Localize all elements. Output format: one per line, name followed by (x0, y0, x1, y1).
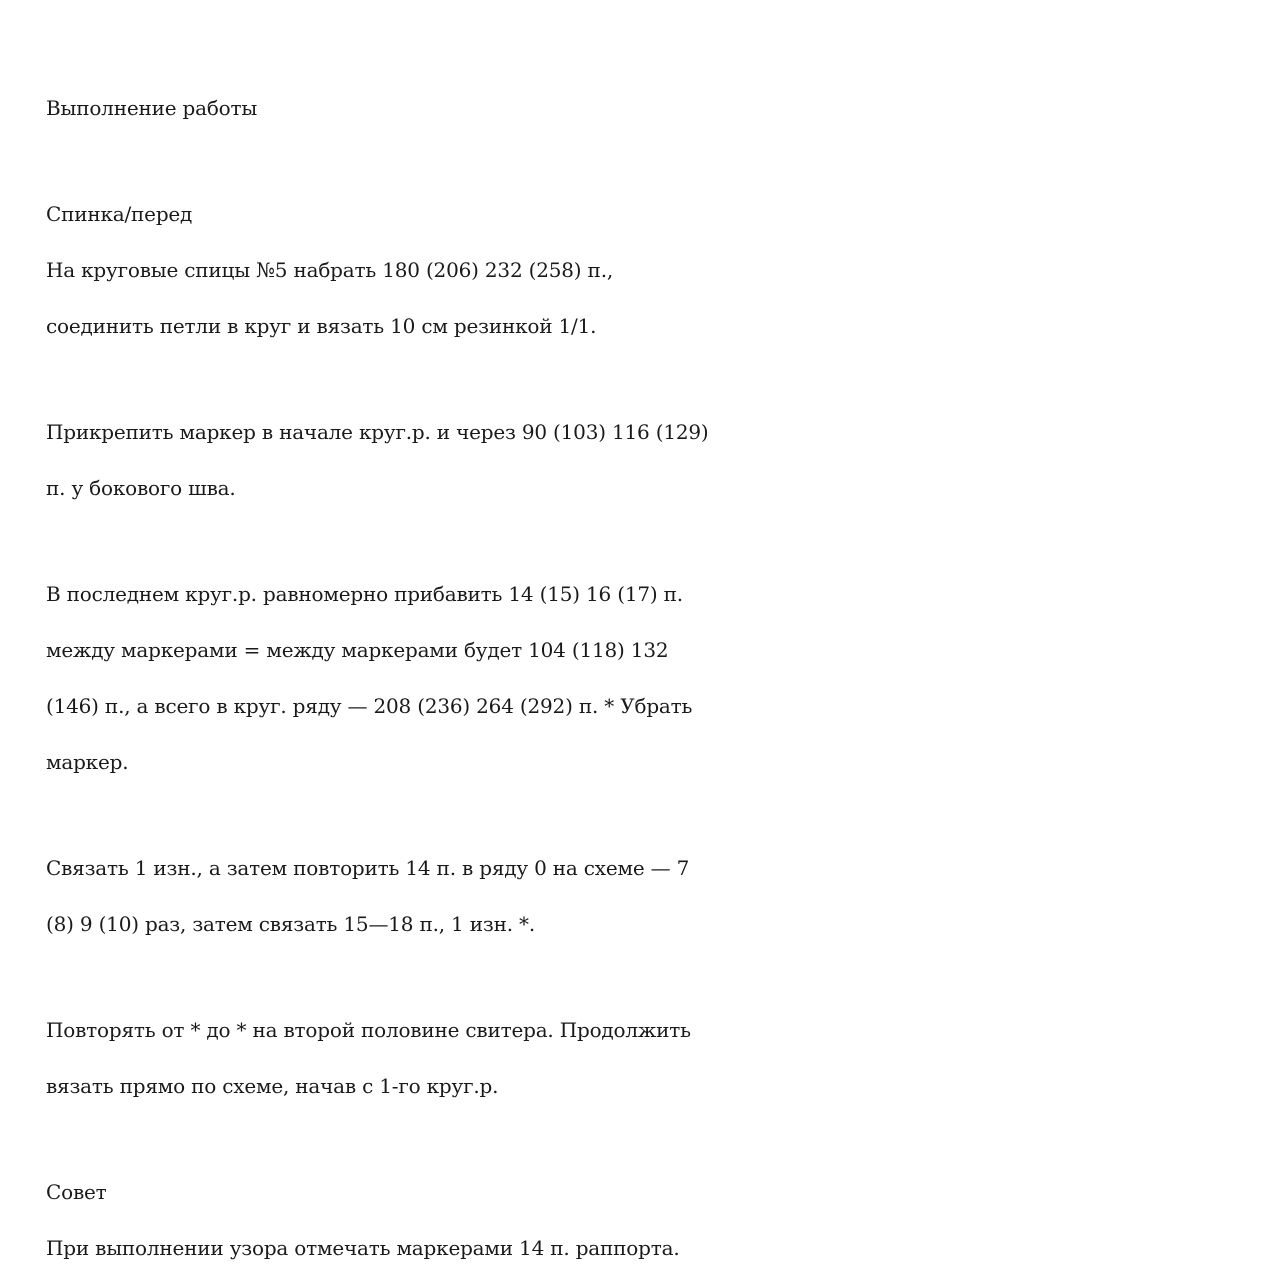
text-line: В последнем круг.р. равномерно прибавить 14 (15) 16 (17) п. (46, 582, 683, 606)
text-line: На круговые спицы №5 набрать 180 (206) 232 (258) п., (46, 258, 614, 282)
paragraph-gap (46, 790, 1256, 840)
paragraph-marker (46, 404, 1256, 516)
paragraph-gap (46, 1114, 1256, 1164)
section-back-front (46, 186, 1256, 354)
text-line: вязать прямо по схеме, начав с 1-го круг.р. (46, 1074, 499, 1098)
text-line: Прикрепить маркер в начале круг.р. и через 90 (103) 116 (129) (46, 420, 709, 444)
text-line: Повторять от * до * на второй половине свитера. Продолжить (46, 1018, 691, 1042)
document-title: Выполнение работы (46, 96, 258, 120)
text-line: п. у бокового шва. (46, 476, 236, 500)
paragraph-knit-pattern (46, 840, 1256, 952)
text-line: соединить петли в круг и вязать 10 см резинкой 1/1. (46, 314, 597, 338)
section-tip (46, 1164, 1256, 1276)
paragraph-gap (46, 136, 1256, 186)
paragraph-increase (46, 566, 1256, 790)
text-line: При выполнении узора отмечать маркерами 14 п. раппорта. (46, 1236, 680, 1260)
paragraph-gap (46, 516, 1256, 566)
text-line: Связать 1 изн., а затем повторить 14 п. в ряду 0 на схеме — 7 (46, 856, 690, 880)
paragraph-repeat (46, 1002, 1256, 1114)
text-line: (8) 9 (10) раз, затем связать 15—18 п., 1 изн. *. (46, 912, 535, 936)
paragraph-gap (46, 354, 1256, 404)
section-heading: Совет (46, 1180, 107, 1204)
section-heading: Спинка/перед (46, 202, 193, 226)
document-page (46, 80, 1256, 1276)
text-line: маркер. (46, 750, 129, 774)
text-line: (146) п., а всего в круг. ряду — 208 (236) 264 (292) п. * Убрать (46, 694, 693, 718)
paragraph-gap (46, 952, 1256, 1002)
text-line: между маркерами = между маркерами будет 104 (118) 132 (46, 638, 669, 662)
